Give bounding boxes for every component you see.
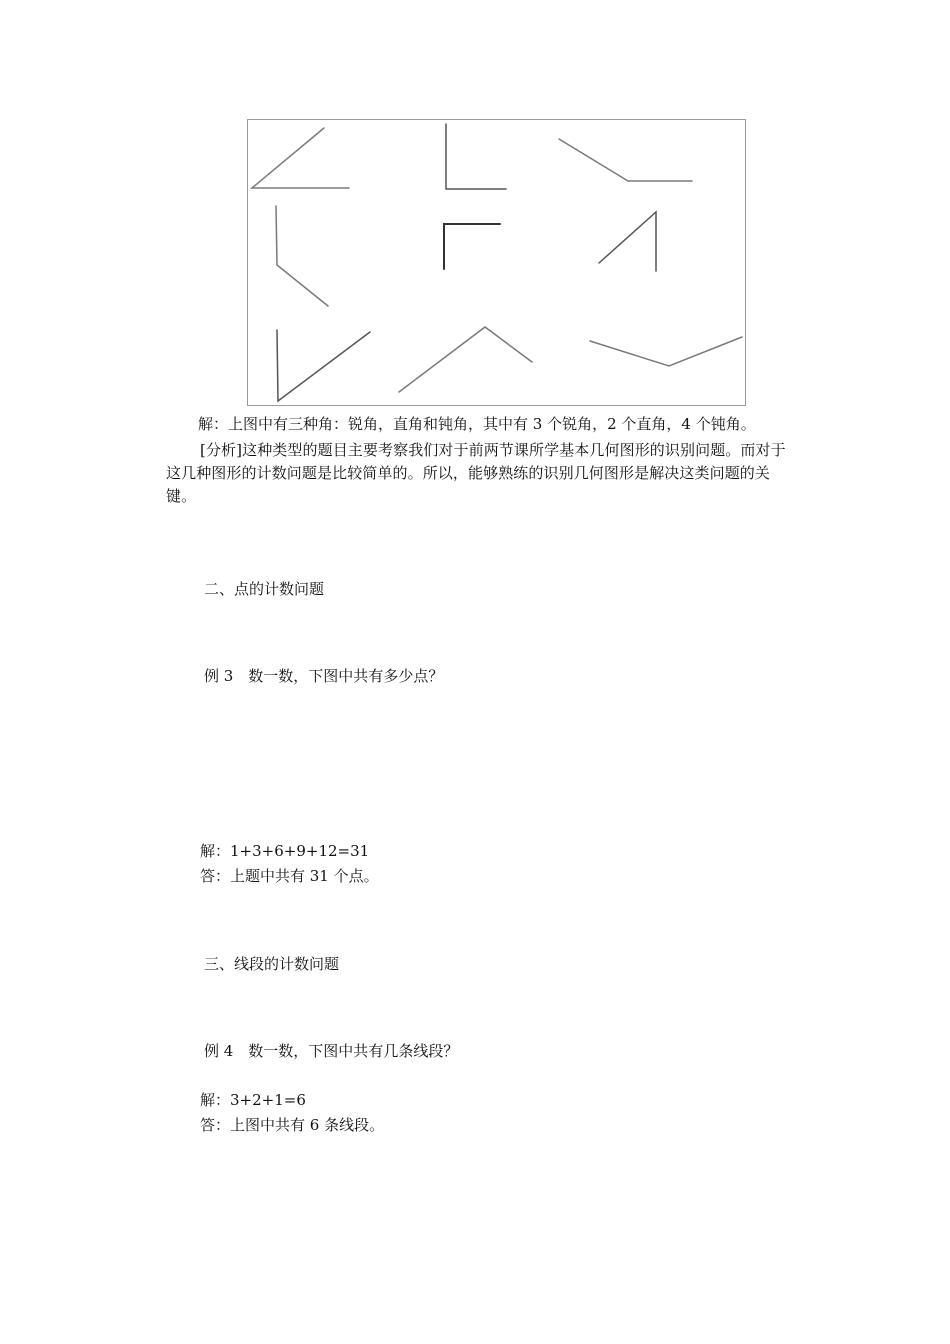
angles-figure-drawing bbox=[248, 120, 747, 407]
section-heading-segments: 三、线段的计数问题 bbox=[204, 955, 340, 973]
obtuse-angle-1 bbox=[559, 139, 692, 181]
right-angle-1 bbox=[446, 124, 506, 189]
example-4: 例 4 数一数，下图中共有几条线段？ bbox=[204, 1042, 459, 1060]
answer-points: 答：上题中共有 31 个点。 bbox=[200, 867, 379, 885]
obtuse-angle-4 bbox=[590, 337, 742, 366]
right-angle-2 bbox=[444, 224, 500, 269]
obtuse-angle-2 bbox=[276, 206, 328, 306]
angles-figure bbox=[247, 119, 746, 406]
answer-segments: 答：上图中共有 6 条线段。 bbox=[200, 1116, 385, 1134]
acute-angle-3 bbox=[277, 330, 370, 401]
example-3: 例 3 数一数，下图中共有多少点？ bbox=[204, 667, 444, 685]
solution-segments: 解：3+2+1=6 bbox=[200, 1091, 306, 1109]
analysis-paragraph: [分析]这种类型的题目主要考察我们对于前两节课所学基本几何图形的识别问题。而对于这几种图形的计数问题是比较简单的。所以，能够熟练的识别几何图形是解决这类问题的关键。 bbox=[166, 441, 786, 505]
acute-angle-1 bbox=[252, 128, 349, 188]
solution-angles: 解：上图中有三种角：锐角，直角和钝角，其中有 3 个锐角，2 个直角，4 个钝角。 bbox=[198, 415, 756, 433]
section-heading-points: 二、点的计数问题 bbox=[204, 580, 325, 598]
acute-angle-2 bbox=[599, 212, 656, 271]
obtuse-angle-3 bbox=[399, 327, 532, 392]
solution-points: 解：1+3+6+9+12=31 bbox=[200, 842, 370, 860]
